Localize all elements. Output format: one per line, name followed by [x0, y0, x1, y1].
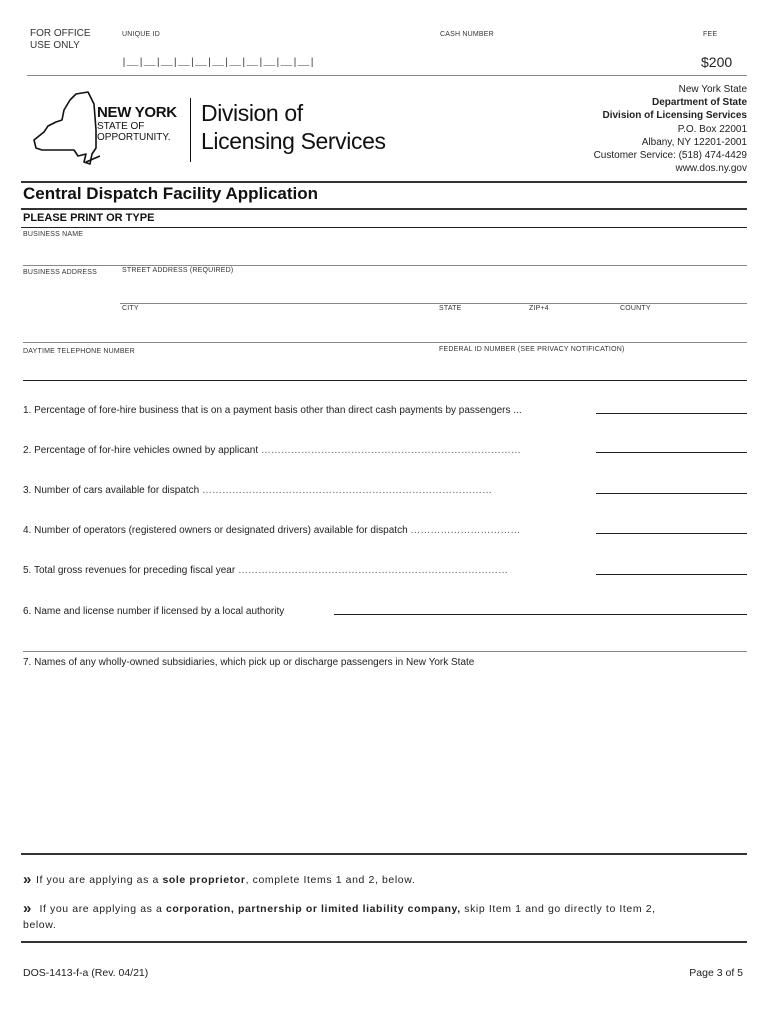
fee-label: FEE: [703, 31, 718, 38]
print-instruction: PLEASE PRINT OR TYPE: [23, 212, 155, 224]
street-address-label: STREET ADDRESS (REQUIRED): [122, 267, 234, 274]
state-label: STATE: [439, 305, 462, 312]
item-5: [23, 565, 508, 576]
logo-state-of: STATE OF: [97, 121, 145, 132]
item-3-text: 3. Number of cars available for dispatch: [23, 485, 202, 496]
ny-state-outline-icon: [30, 90, 100, 170]
logo-opportunity: OPPORTUNITY.: [97, 132, 171, 143]
chevron-right-icon: »: [23, 900, 32, 917]
item-1-answer-line[interactable]: [596, 413, 747, 414]
item-6: [23, 606, 284, 617]
zip-label: ZIP+4: [529, 305, 549, 312]
business-name-label: BUSINESS NAME: [23, 231, 84, 238]
item-5-text: 5. Total gross revenues for preceding fiscal year: [23, 565, 238, 576]
federal-id-label: FEDERAL ID NUMBER (SEE PRIVACY NOTIFICATION): [439, 346, 625, 353]
county-label: COUNTY: [620, 305, 651, 312]
item-4-answer-line[interactable]: [596, 533, 747, 534]
cash-number-label: CASH NUMBER: [440, 31, 494, 38]
unique-id-boxes[interactable]: |__|__|__|__|__|__|__|__|__|__|__|: [121, 58, 315, 69]
item-5-dots: ………………………………………………………………………: [237, 565, 508, 576]
item-6-text: 6. Name and license number if licensed by a local authority: [23, 606, 285, 617]
agency-line-5: Albany, NY 12201-2001: [641, 136, 747, 148]
item-4-dots: ……………………………: [410, 525, 521, 536]
unique-id-label: UNIQUE ID: [122, 31, 160, 38]
corporation-note: [23, 901, 747, 933]
item-4-text: 4. Number of operators (registered owners or designated drivers) available for dispatch: [23, 525, 411, 536]
logo-divider: [190, 98, 191, 162]
title-bottom-rule: [21, 208, 747, 210]
item-3-answer-line[interactable]: [596, 493, 747, 494]
logo-new-york: NEW YORK: [97, 104, 177, 121]
header-divider: [27, 75, 747, 76]
city-label: CITY: [122, 305, 139, 312]
item-6-answer-line[interactable]: [334, 614, 747, 615]
title-top-rule: [21, 181, 747, 183]
item-1: [23, 405, 522, 416]
agency-address: [594, 83, 747, 175]
item-7-text: 7. Names of any wholly-owned subsidiaries, which pick up or discharge passengers in New York State: [23, 657, 475, 668]
page-number: Page 3 of 5: [689, 967, 743, 979]
phone-label: DAYTIME TELEPHONE NUMBER: [23, 348, 135, 355]
item-4: [23, 525, 520, 536]
item-2-text: 2. Percentage of for-hire vehicles owned by applicant: [23, 445, 261, 456]
instruction-rule: [21, 227, 747, 228]
ny-state-logo: [30, 90, 410, 170]
item-3-dots: ……………………………………………………………………………: [201, 485, 492, 496]
item-3: [23, 485, 492, 496]
fee-value: $200: [701, 54, 733, 70]
corp-note-bold: corporation, partnership or limited liability company,: [165, 903, 461, 915]
office-use-label: FOR OFFICE USE ONLY: [30, 28, 91, 51]
agency-line-1: New York State: [678, 84, 747, 95]
agency-line-6: Customer Service: (518) 474-4429: [593, 150, 747, 162]
item-1-text: 1. Percentage of fore-hire business that is on a payment basis other than direct cash payments by passengers ...: [23, 405, 522, 416]
agency-website[interactable]: www.dos.ny.gov: [675, 163, 747, 175]
corp-note-line2: below.: [23, 919, 57, 931]
item-2-answer-line[interactable]: [596, 452, 747, 453]
item-6-continuation-line[interactable]: [23, 651, 747, 652]
item-2: [23, 445, 521, 456]
agency-line-4: P.O. Box 22001: [677, 123, 747, 135]
item-7-answer-area[interactable]: [23, 675, 747, 845]
item-5-answer-line[interactable]: [596, 574, 747, 575]
sole-note-prefix: If you are applying as a: [35, 874, 163, 886]
corp-note-suffix: skip Item 1 and go directly to Item 2,: [460, 903, 656, 915]
sole-proprietor-note: [23, 871, 415, 888]
sole-note-bold: sole proprietor: [162, 874, 246, 886]
form-id: DOS-1413-f-a (Rev. 04/21): [23, 967, 149, 979]
corp-note-prefix: If you are applying as a: [35, 903, 166, 915]
page-title: Central Dispatch Facility Application: [23, 184, 319, 203]
city-state-zip-field[interactable]: [23, 342, 747, 343]
phone-federal-id-field[interactable]: [23, 380, 747, 381]
logo-division-line2: Licensing Services: [201, 128, 386, 154]
agency-line-3: Division of Licensing Services: [602, 110, 747, 122]
item-2-dots: ……………………………………………………………………: [260, 445, 521, 456]
notes-bottom-rule: [21, 941, 747, 943]
agency-line-2: Department of State: [651, 97, 747, 109]
business-address-label: BUSINESS ADDRESS: [23, 269, 97, 276]
street-address-field[interactable]: [120, 303, 747, 304]
notes-top-rule: [21, 853, 747, 855]
logo-division-line1: Division of: [201, 100, 303, 126]
chevron-right-icon: »: [23, 871, 32, 888]
item-7: [23, 657, 474, 668]
sole-note-suffix: , complete Items 1 and 2, below.: [245, 874, 416, 886]
business-name-field[interactable]: [23, 265, 747, 266]
